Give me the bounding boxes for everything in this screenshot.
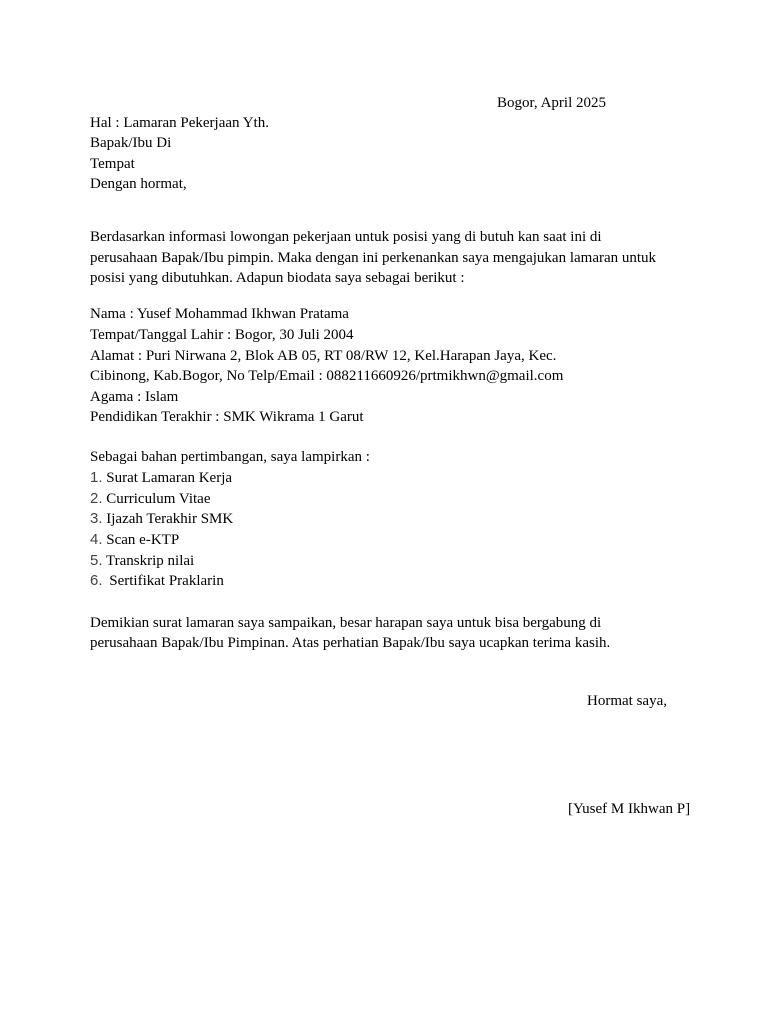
list-text: Scan e-KTP xyxy=(106,532,180,548)
intro-line-2: perusahaan Bapak/Ibu pimpin. Maka dengan ini perkenankan saya mengajukan lamaran untuk xyxy=(90,250,657,266)
list-item xyxy=(90,489,210,509)
bio-address-line-2: Cibinong, Kab.Bogor, No Telp/Email : 088211660926/prtmikhwn@gmail.com xyxy=(90,368,564,384)
signature-name: [Yusef M Ikhwan P] xyxy=(568,801,691,817)
list-number: 4. xyxy=(90,531,103,548)
intro-line-1: Berdasarkan informasi lowongan pekerjaan untuk posisi yang di butuh kan saat ini di xyxy=(90,229,602,245)
greeting: Dengan hormat, xyxy=(90,176,187,192)
list-text: Transkrip nilai xyxy=(106,553,195,569)
list-item xyxy=(90,530,179,550)
closing-line-2: perusahaan Bapak/Ibu Pimpinan. Atas perhatian Bapak/Ibu saya ucapkan terima kasih. xyxy=(90,635,611,651)
bio-name: Nama : Yusef Mohammad Ikhwan Pratama xyxy=(90,306,349,322)
intro-line-3: posisi yang dibutuhkan. Adapun biodata saya sebagai berikut : xyxy=(90,270,465,286)
list-text: Surat Lamaran Kerja xyxy=(106,470,233,486)
list-number: 6. xyxy=(90,572,103,589)
regards: Hormat saya, xyxy=(587,693,667,709)
bio-address-line-1: Alamat : Puri Nirwana 2, Blok AB 05, RT 08/RW 12, Kel.Harapan Jaya, Kec. xyxy=(90,348,557,364)
bio-religion: Agama : Islam xyxy=(90,389,179,405)
list-item xyxy=(90,468,232,488)
list-number: 2. xyxy=(90,490,103,507)
list-item xyxy=(90,571,224,591)
attachments-intro: Sebagai bahan pertimbangan, saya lampirkan : xyxy=(90,449,370,465)
list-text: Ijazah Terakhir SMK xyxy=(106,511,234,527)
closing-line-1: Demikian surat lamaran saya sampaikan, besar harapan saya untuk bisa bergabung di xyxy=(90,615,602,631)
recipient-line-1: Bapak/Ibu Di xyxy=(90,135,172,151)
list-number: 5. xyxy=(90,552,103,569)
subject-line: Hal : Lamaran Pekerjaan Yth. xyxy=(90,115,269,131)
list-number: 1. xyxy=(90,469,103,486)
list-text: Curriculum Vitae xyxy=(106,491,211,507)
list-number: 3. xyxy=(90,510,103,527)
list-item xyxy=(90,551,194,571)
place-date: Bogor, April 2025 xyxy=(497,95,606,111)
recipient-line-2: Tempat xyxy=(90,156,135,172)
bio-birth: Tempat/Tanggal Lahir : Bogor, 30 Juli 2004 xyxy=(90,327,354,343)
list-item xyxy=(90,509,233,529)
bio-education: Pendidikan Terakhir : SMK Wikrama 1 Garut xyxy=(90,409,364,425)
list-text: Sertifikat Praklarin xyxy=(109,573,224,589)
